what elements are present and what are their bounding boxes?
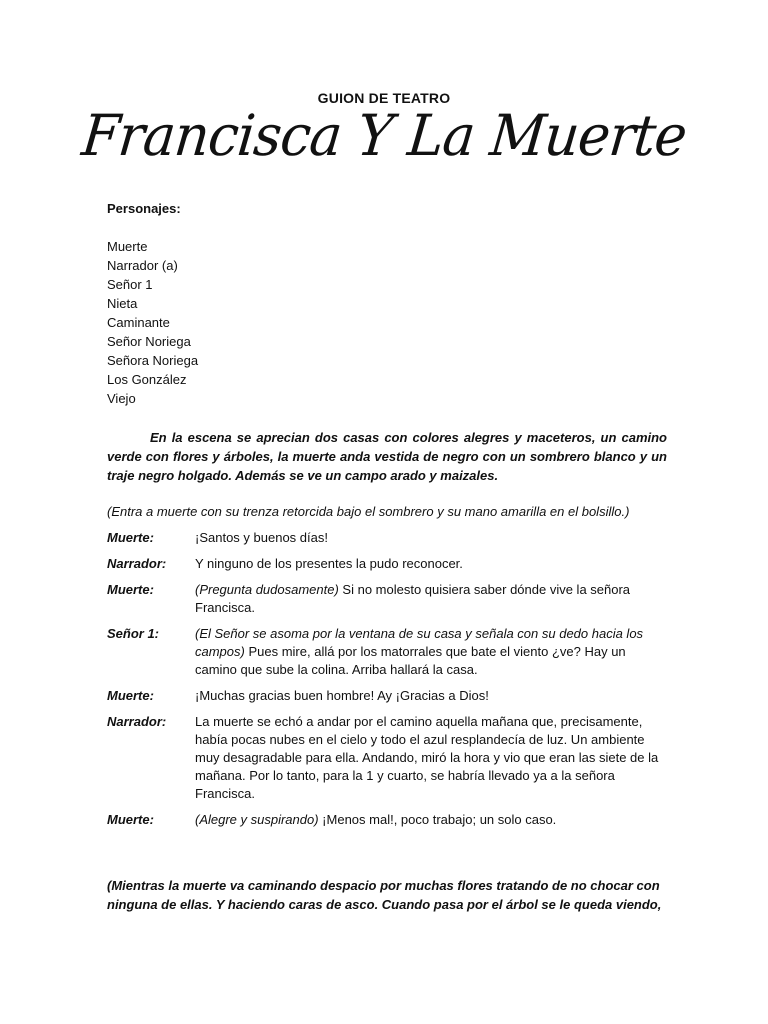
spoken-text: Y ninguno de los presentes la pudo reconocer. xyxy=(195,556,463,571)
spoken-text: La muerte se echó a andar por el camino aquella mañana que, precisamente, había pocas nubes en el cielo y todo el azul resplandecía de luz. Un ambiente muy desagradable para ella. Andando, miró la hora y vio que eran las siete de la mañana. Por lo tanto, para la 1 y cuarto, se habría llevado ya a la señora Francisca. xyxy=(195,714,659,801)
spoken-text: ¡Santos y buenos días! xyxy=(195,530,328,545)
speech-text xyxy=(195,529,667,547)
dialogue-line xyxy=(107,581,667,617)
dialogue-line xyxy=(107,713,667,803)
speaker-label: Muerte: xyxy=(107,812,154,827)
character-item: Señor Noriega xyxy=(107,334,191,349)
header-label: GUION DE TEATRO xyxy=(317,90,451,106)
speech-text xyxy=(195,555,667,573)
aside-text: (Pregunta dudosamente) xyxy=(195,582,339,597)
scene-description: En la escena se aprecian dos casas con colores alegres y maceteros, un camino verde con flores y árboles, la muerte anda vestida de negro con un sombrero blanco y un traje negro holgado. Además se ve un campo arado y maizales. xyxy=(107,430,667,483)
speech-text xyxy=(195,687,667,705)
speaker-label: Señor 1: xyxy=(107,626,160,641)
dialogue-line xyxy=(107,811,667,829)
character-item: Muerte xyxy=(107,239,148,254)
script-title: Francisca Y La Muerte xyxy=(78,102,690,169)
speech-text xyxy=(195,811,667,829)
dialogue-line xyxy=(107,555,667,573)
spoken-text: Si no molesto quisiera saber dónde vive la señora Francisca. xyxy=(195,582,631,615)
characters-heading: Personajes: xyxy=(107,201,181,216)
speaker-label: Narrador: xyxy=(107,714,167,729)
dialogue-line xyxy=(107,687,667,705)
closing-direction: (Mientras la muerte va caminando despacio por muchas flores tratando de no chocar con ninguna de ellas. Y haciendo caras de asco. Cuando pasa por el árbol se le queda viendo, xyxy=(107,878,662,912)
character-item: Los González xyxy=(107,372,187,387)
speaker-label: Narrador: xyxy=(107,556,167,571)
character-item: Caminante xyxy=(107,315,170,330)
speech-text xyxy=(195,625,667,679)
speaker-label: Muerte: xyxy=(107,582,154,597)
speech-text xyxy=(195,713,667,803)
dialogue-block xyxy=(107,529,667,837)
aside-text: (Alegre y suspirando) xyxy=(195,812,319,827)
speaker-label: Muerte: xyxy=(107,688,154,703)
speaker-label: Muerte: xyxy=(107,530,154,545)
character-item: Narrador (a) xyxy=(107,258,178,273)
dialogue-line xyxy=(107,529,667,547)
character-item: Señor 1 xyxy=(107,277,153,292)
character-item: Nieta xyxy=(107,296,138,311)
character-item: Señora Noriega xyxy=(107,353,199,368)
spoken-text: ¡Muchas gracias buen hombre! Ay ¡Gracias a Dios! xyxy=(195,688,489,703)
speech-text xyxy=(195,581,667,617)
aside-text: (El Señor se asoma por la ventana de su casa y señala con su dedo hacia los campos) xyxy=(195,626,644,659)
spoken-text: Pues mire, allá por los matorrales que bate el viento ¿ve? Hay un camino que sube la colina. Arriba hallará la casa. xyxy=(195,644,626,677)
dialogue-line xyxy=(107,625,667,679)
characters-list xyxy=(107,237,667,408)
character-item: Viejo xyxy=(107,391,136,406)
spoken-text: ¡Menos mal!, poco trabajo; un solo caso. xyxy=(318,812,557,827)
stage-direction: (Entra a muerte con su trenza retorcida bajo el sombrero y su mano amarilla en el bolsillo.) xyxy=(107,504,630,519)
